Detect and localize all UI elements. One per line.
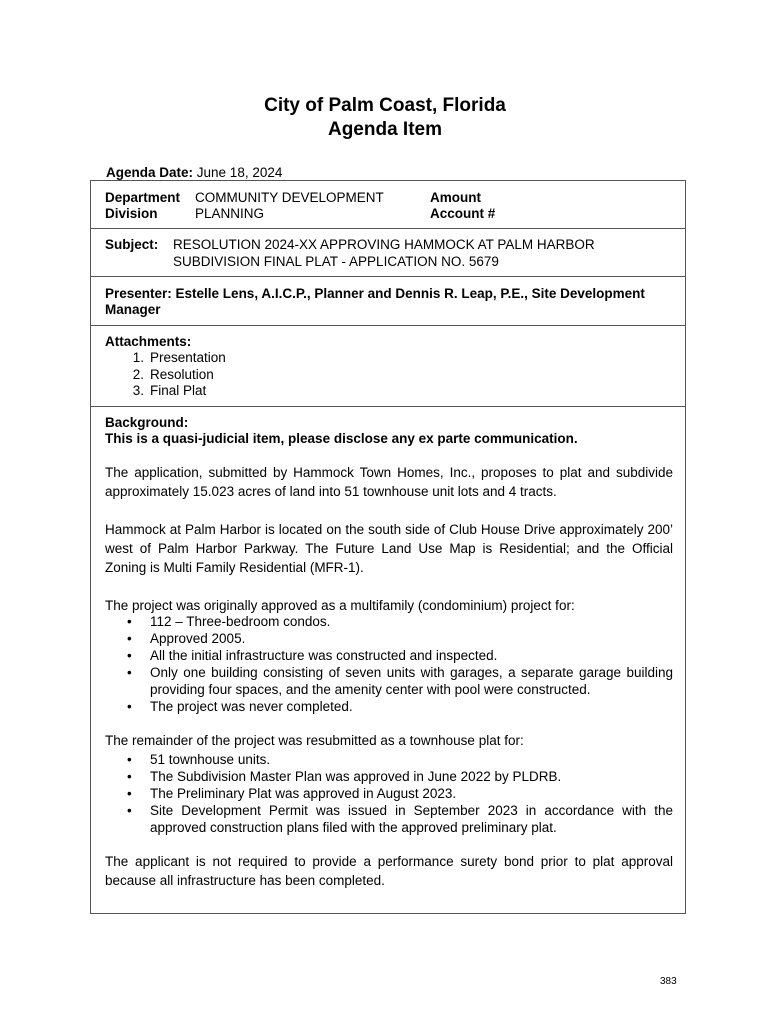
division-value: PLANNING — [195, 206, 265, 221]
list-item: • 112 – Three-bedroom condos. — [105, 613, 673, 630]
townhouse-plat-list — [105, 751, 673, 836]
attachments-list — [105, 350, 226, 400]
agenda-date-value: June 18, 2024 — [196, 165, 283, 180]
list-item: • Only one building consisting of seven units with garages, a separate garage building providing four spaces, and the amenity center with pool were constructed. — [105, 664, 673, 698]
list-item: • The Preliminary Plat was approved in August 2023. — [105, 785, 673, 802]
amount-label: Amount — [430, 190, 481, 205]
presenter-line-1: Presenter: Estelle Lens, A.I.C.P., Planner and Dennis R. Leap, P.E., Site Development — [105, 286, 645, 301]
background-paragraph-1: The application, submitted by Hammock Town Homes, Inc., proposes to plat and subdivide approximately 15.023 acres of land into 51 townhouse unit lots and 4 tracts. — [105, 465, 673, 499]
list-item: 1. Presentation — [132, 350, 226, 365]
list-item: 2. Resolution — [132, 366, 214, 382]
list-item: • 51 townhouse units. — [105, 751, 673, 768]
presenter-line-2: Manager — [105, 302, 161, 317]
document-title: City of Palm Coast, Florida — [264, 95, 506, 116]
agenda-date-label: Agenda Date: — [106, 165, 194, 180]
agenda-date — [106, 165, 282, 181]
row-divider — [90, 276, 686, 277]
page-number: 383 — [660, 976, 677, 987]
background-paragraph-4: The remainder of the project was resubmitted as a townhouse plat for: — [105, 733, 524, 748]
background-paragraph-2: Hammock at Palm Harbor is located on the south side of Club House Drive approximately 200’ west of Palm Harbor Parkway. The Future Land Use Map is Residential; and the Official Zoning is Multi Family Residential (MFR-1). — [105, 522, 673, 575]
department-label: Department — [105, 190, 181, 205]
subject-line-2: SUBDIVISION FINAL PLAT - APPLICATION NO. 5679 — [173, 254, 499, 269]
list-item: • All the initial infrastructure was constructed and inspected. — [105, 647, 673, 664]
list-item: • The project was never completed. — [105, 698, 673, 715]
list-item: • Approved 2005. — [105, 630, 673, 647]
subject-line-1: RESOLUTION 2024-XX APPROVING HAMMOCK AT PALM HARBOR — [173, 237, 595, 252]
document-subtitle: Agenda Item — [327, 119, 443, 140]
background-paragraph-5: The applicant is not required to provide a performance surety bond prior to plat approval because all infrastructure has been completed. — [105, 854, 673, 888]
subject-label: Subject: — [105, 237, 159, 252]
quasi-judicial-notice: This is a quasi-judicial item, please disclose any ex parte communication. — [105, 431, 578, 446]
division-label: Division — [105, 206, 158, 221]
attachments-label: Attachments: — [105, 334, 192, 349]
list-item: 3. Final Plat — [132, 383, 207, 398]
background-paragraph-3: The project was originally approved as a multifamily (condominium) project for: — [105, 598, 575, 613]
account-label: Account # — [430, 206, 496, 221]
list-item: • The Subdivision Master Plan was approved in June 2022 by PLDRB. — [105, 768, 673, 785]
department-value: COMMUNITY DEVELOPMENT — [195, 190, 384, 205]
background-label: Background: — [105, 415, 189, 430]
row-divider — [90, 228, 686, 229]
row-divider — [90, 325, 686, 326]
original-project-list — [105, 613, 673, 715]
row-divider — [90, 406, 686, 407]
list-item: • Site Development Permit was issued in September 2023 in accordance with the approved construction plans filed with the approved preliminary plat. — [105, 802, 673, 836]
